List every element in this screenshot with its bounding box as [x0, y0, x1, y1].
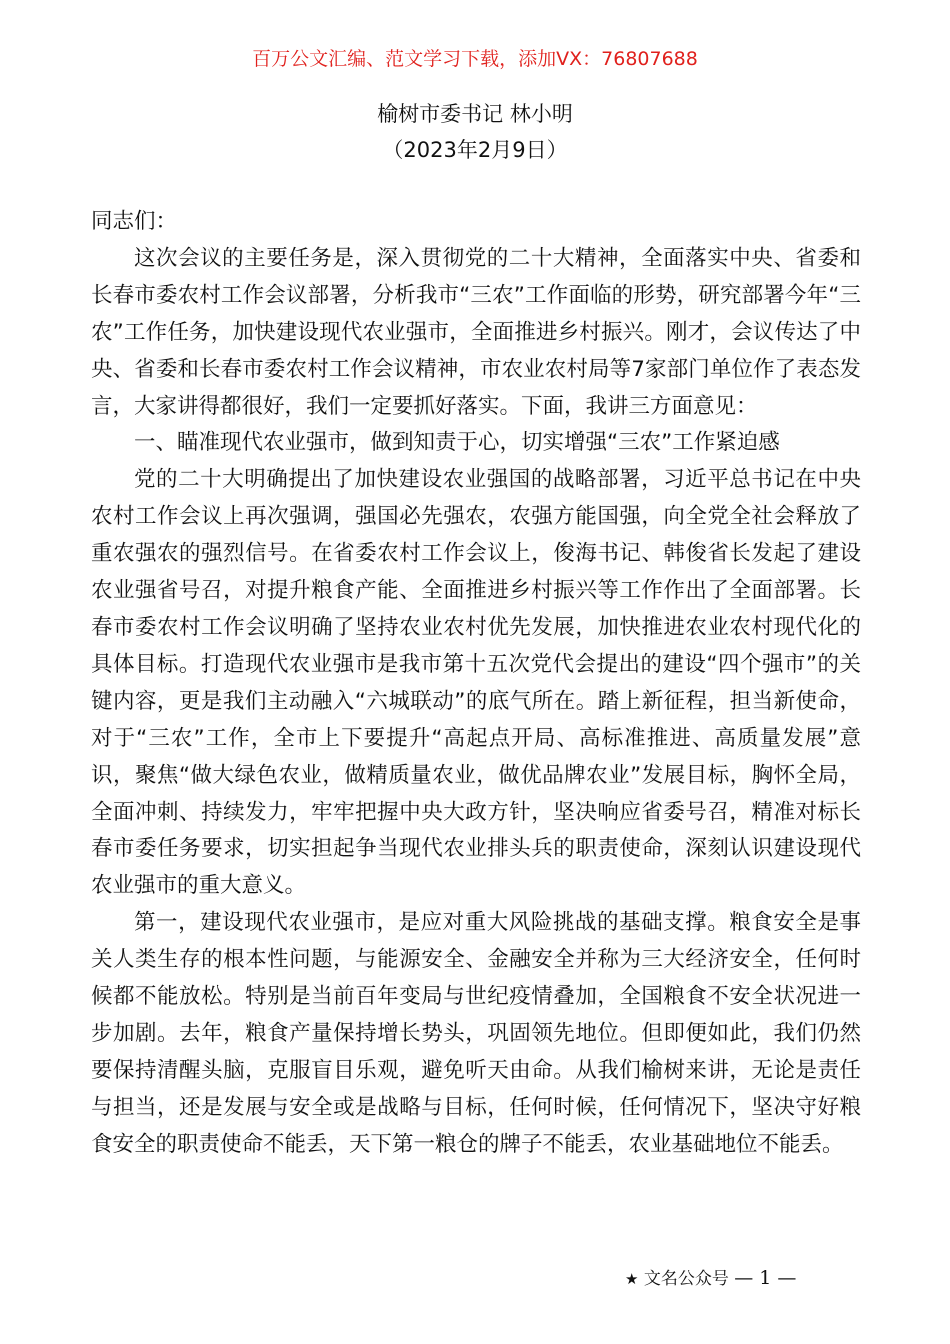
- paragraph-strategy: 党的二十大明确提出了加快建设农业强国的战略部署，习近平总书记在中央农村工作会议上再次强调，强国必先强农，农强方能国强，向全党全社会释放了重农强农的强烈信号。在省委农村工作会议上，俊海书记、韩俊省长发起了建设农业强省号召，对提升粮食产能、全面推进乡村振兴等工作作出了全面部署。长春市委农村工作会议明确了坚持农业农村优先发展，加快推进农业农村现代化的具体目标。打造现代农业强市是我市第十五次党代会提出的建设“四个强市”的关键内容，更是我们主动融入“六城联动”的底气所在。踏上新征程，担当新使命，对于“三农”工作，全市上下要提升“高起点开局、高标准推进、高质量发展”意识，聚焦“做大绿色农业，做精质量农业，做优品牌农业”发展目标，胸怀全局，全面冲刺、持续发力，牢牢把握中央大政方针，坚决响应省委号召，精准对标长春市委任务要求，切实担起争当现代农业排头兵的职责使命，深刻认识建设现代农业强市的重大意义。: [91, 467, 861, 899]
- speaker-line: 榆树市委书记 林小明: [377, 102, 573, 126]
- paragraph-intro: 这次会议的主要任务是，深入贯彻党的二十大精神，全面落实中央、省委和长春市委农村工作会议部署，分析我市“三农”工作面临的形势，研究部署今年“三农”工作任务，加快建设现代农业强市，全面推进乡村振兴。刚才，会议传达了中央、省委和长春市委农村工作会议精神，市农业农村局等7家部门单位作了表态发言，大家讲得都很好，我们一定要抓好落实。下面，我讲三方面意见：: [91, 245, 861, 419]
- page-number: — 1 —: [734, 1267, 797, 1289]
- speech-body: [91, 204, 861, 1164]
- footer-source: 文名公众号: [643, 1269, 729, 1289]
- paragraph-first-point: 第一，建设现代农业强市，是应对重大风险挑战的基础支撑。粮食安全是事关人类生存的根本性问题，与能源安全、金融安全并称为三大经济安全，任何时候都不能放松。特别是当前百年变局与世纪疫情叠加，全国粮食不安全状况进一步加剧。去年，粮食产量保持增长势头，巩固领先地位。但即便如此，我们仍然要保持清醒头脑，克服盲目乐观，避免听天由命。从我们榆树来讲，无论是责任与担当，还是发展与安全或是战略与目标，任何时候，任何情况下，坚决守好粮食安全的职责使命不能丢，天下第一粮仓的牌子不能丢，农业基础地位不能丢。: [91, 910, 861, 1157]
- star-icon: ★: [625, 1270, 639, 1288]
- salutation: 同志们：: [91, 209, 178, 234]
- page-footer: [625, 1266, 845, 1291]
- watermark-banner: 百万公文汇编、范文学习下载，添加VX：76807688: [252, 48, 698, 70]
- speech-date: （2023年2月9日）: [382, 138, 568, 162]
- section-heading-1: 一、瞄准现代农业强市，做到知责于心，切实增强“三农”工作紧迫感: [134, 430, 780, 456]
